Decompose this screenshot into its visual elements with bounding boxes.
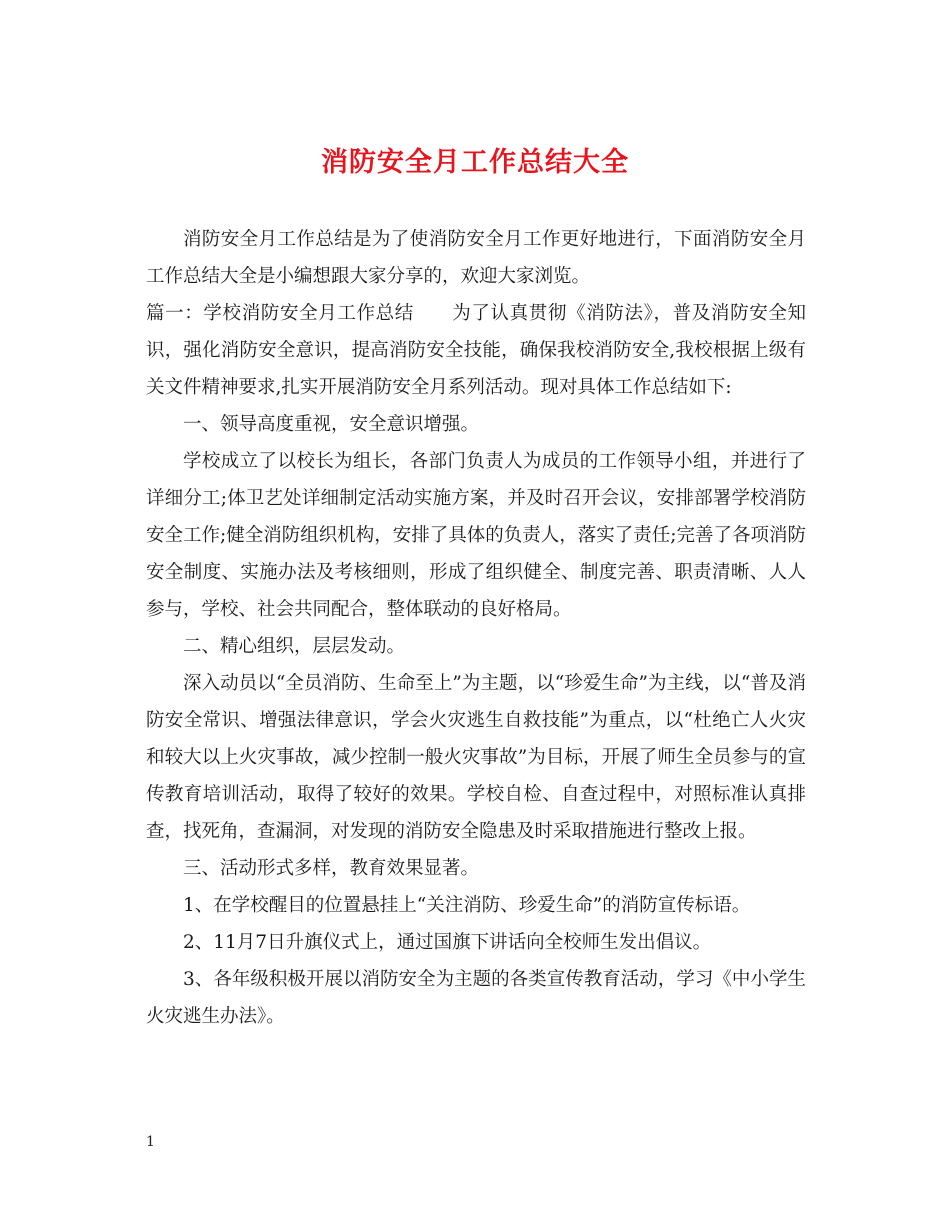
heading-two: 二、精心组织，层层发动。: [183, 636, 406, 657]
list-item: 2、11月7日升旗仪式上，通过国旗下讲话向全校师生发出倡议。: [183, 932, 712, 953]
page-number: 1: [146, 1134, 155, 1150]
heading-one: 一、领导高度重视，安全意识增强。: [183, 414, 480, 435]
list-item: 1、在学校醒目的位置悬挂上“关注消防、珍爱生命”的消防宣传标语。: [183, 895, 751, 916]
heading-three: 三、活动形式多样，教育效果显著。: [183, 858, 480, 879]
list-item: 3、各年级积极开展以消防安全为主题的各类宣传教育活动，学习《中小学生火灾逃生办法》。: [146, 969, 806, 1027]
document-body: [146, 221, 806, 1035]
section-paragraph: 篇一：学校消防安全月工作总结 为了认真贯彻《消防法》，普及消防安全知识，强化消防安全意识，提高消防安全技能，确保我校消防安全,我校根据上级有关文件精神要求,扎实开展消防安全月系列活动。现对具体工作总结如下:: [146, 303, 806, 398]
intro-paragraph: 消防安全月工作总结是为了使消防安全月工作更好地进行，下面消防安全月工作总结大全是小编想跟大家分享的，欢迎大家浏览。: [146, 229, 806, 287]
document-title: 消防安全月工作总结大全: [321, 147, 629, 178]
body-paragraph: 学校成立了以校长为组长，各部门负责人为成员的工作领导小组，并进行了详细分工;体卫艺处详细制定活动实施方案，并及时召开会议，安排部署学校消防安全工作;健全消防组织机构，安排了具体的负责人，落实了责任;完善了各项消防安全制度、实施办法及考核细则，形成了组织健全、制度完善、职责清晰、人人参与，学校、社会共同配合，整体联动的良好格局。: [146, 451, 806, 620]
body-paragraph: 深入动员以“全员消防、生命至上”为主题，以“珍爱生命”为主线，以“普及消防安全常识、增强法律意识，学会火灾逃生自救技能”为重点，以“杜绝亡人火灾和较大以上火灾事故，减少控制一般火灾事故”为目标，开展了师生全员参与的宣传教育培训活动，取得了较好的效果。学校自检、自查过程中，对照标准认真排查，找死角，查漏洞，对发现的消防安全隐患及时采取措施进行整改上报。: [146, 673, 806, 842]
